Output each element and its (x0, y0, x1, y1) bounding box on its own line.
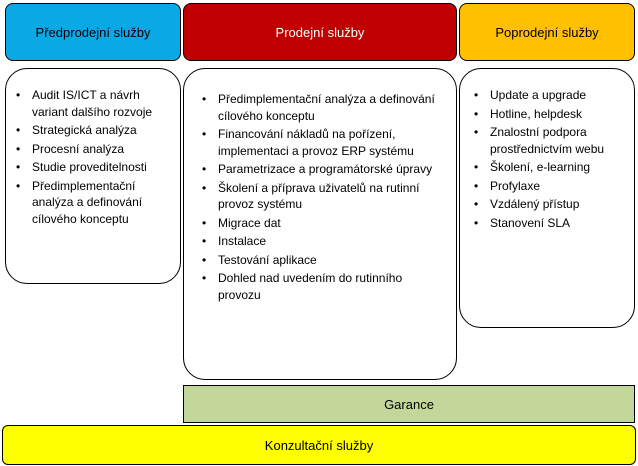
list-item: • Financování nákladů na pořízení, implementaci a provoz ERP systému (196, 126, 448, 159)
list-item: • Update a upgrade (468, 87, 628, 104)
list-item: • Hotline, helpdesk (468, 106, 628, 123)
consulting-bar (2, 425, 636, 465)
list-item: • Instalace (196, 233, 448, 250)
header-presales (5, 3, 181, 61)
header-presales-label: Předprodejní služby (35, 24, 151, 40)
list-item: • Předimplementační analýza a definování cílového konceptu (10, 178, 174, 228)
panel-sales (183, 68, 457, 380)
guarantee-bar (183, 385, 635, 423)
list-item: • Testování aplikace (196, 252, 448, 269)
header-sales (183, 3, 457, 61)
header-aftersales (459, 3, 635, 61)
list-item: • Profylaxe (468, 178, 628, 195)
list-item: • Audit IS/ICT a návrh variant dalšího rozvoje (10, 87, 174, 120)
list-item: • Parametrizace a programátorské úpravy (196, 161, 448, 178)
list-item: • Školení a příprava uživatelů na rutinní provoz systému (196, 180, 448, 213)
sales-list (196, 91, 448, 303)
list-item: • Předimplementační analýza a definování cílového konceptu (196, 91, 448, 124)
panel-presales (5, 68, 181, 284)
list-item: • Migrace dat (196, 215, 448, 232)
list-item: • Strategická analýza (10, 122, 174, 139)
header-sales-label: Prodejní služby (275, 24, 365, 40)
list-item: • Studie proveditelnosti (10, 159, 174, 176)
list-item: • Vzdálený přístup (468, 196, 628, 213)
guarantee-label: Garance (384, 396, 434, 412)
presales-list (10, 87, 174, 227)
list-item: • Procesní analýza (10, 141, 174, 158)
consulting-label: Konzultační služby (264, 437, 374, 453)
list-item: • Dohled nad uvedením do rutinního provozu (196, 270, 448, 303)
header-aftersales-label: Poprodejní služby (495, 24, 599, 40)
aftersales-list (468, 87, 628, 231)
list-item: • Stanovení SLA (468, 215, 628, 232)
list-item: • Znalostní podpora prostřednictvím webu (468, 124, 628, 157)
list-item: • Školení, e-learning (468, 159, 628, 176)
panel-aftersales (459, 68, 635, 328)
